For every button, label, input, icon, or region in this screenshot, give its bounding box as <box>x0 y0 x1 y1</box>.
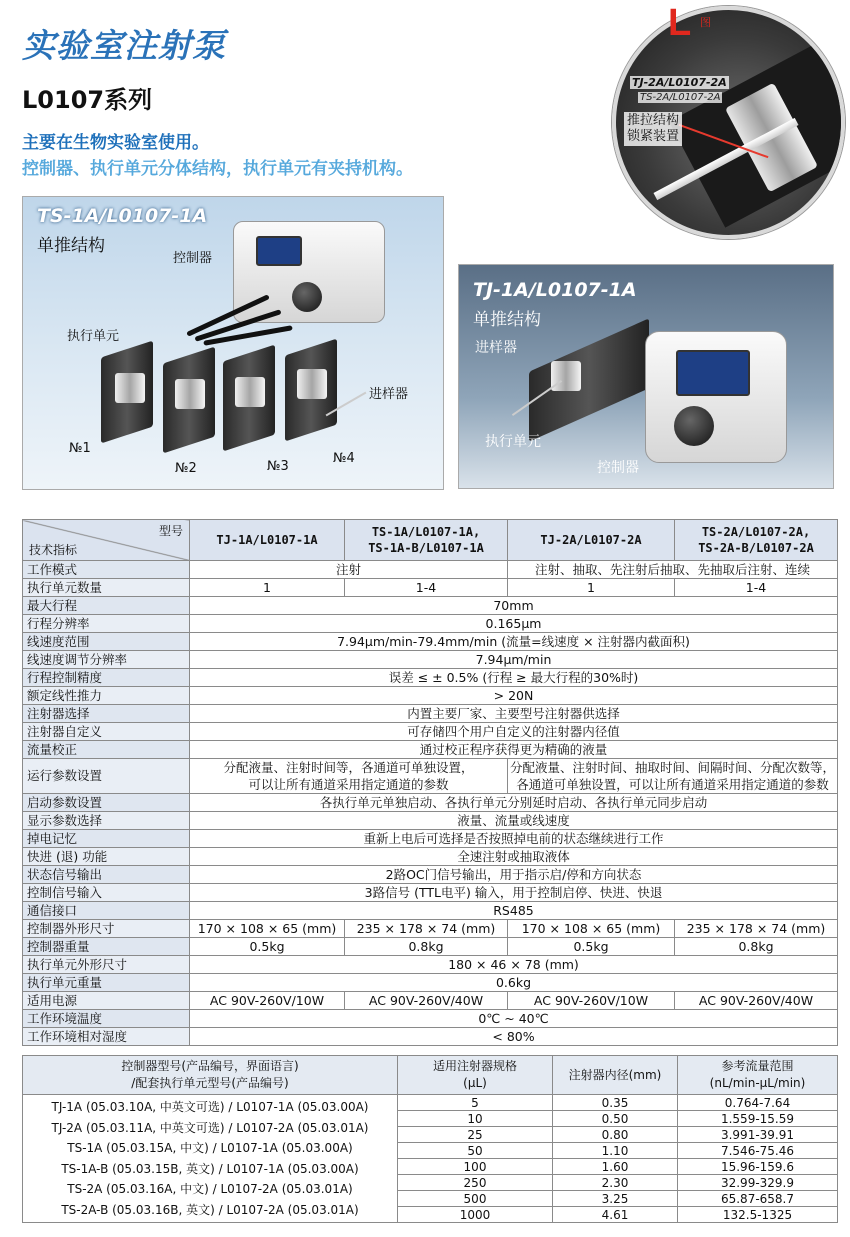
table-row <box>23 866 838 884</box>
corner-spec-label: 技术指标 <box>29 543 78 557</box>
table-row <box>23 669 838 687</box>
syringe-diameter: 0.50 <box>553 1111 678 1127</box>
label-no4: №4 <box>333 451 355 466</box>
table-row <box>23 794 838 812</box>
model-line: TS-1A (05.03.15A, 中文) / L0107-1A (05.03.00A) <box>67 1141 353 1155</box>
controller-screen <box>256 236 302 266</box>
spec-key: 线速度范围 <box>23 633 190 651</box>
spec-key: 执行单元数量 <box>23 579 190 597</box>
table-row <box>23 651 838 669</box>
model-line: TJ-2A (05.03.11A, 中英文可选) / L0107-2A (05.03.01A) <box>51 1120 369 1135</box>
spec-value: 全速注射或抽取液体 <box>190 848 838 866</box>
spec-value: 分配液量、注射时间、抽取时间、间隔时间、分配次数等， 各通道可单独设置，可以让所有通道采用指定通道的参数 <box>508 759 838 794</box>
spec-value: AC 90V-260V/40W <box>675 992 838 1010</box>
spec-value: 通过校正程序获得更为精确的液量 <box>190 741 838 759</box>
photo2-controller-label: 控制器 <box>597 460 639 476</box>
photo1-subtitle: 单推结构 <box>37 236 105 256</box>
syringe-diameter: 0.35 <box>553 1095 678 1111</box>
label-no3: №3 <box>267 459 289 474</box>
spec-value: 7.94μm/min <box>190 651 838 669</box>
spec-value: 180 × 46 × 78 (mm) <box>190 956 838 974</box>
syringe-size: 10 <box>398 1111 553 1127</box>
inset-model-b: TS-2A/L0107-2A <box>640 92 721 103</box>
syringe-size: 1000 <box>398 1207 553 1223</box>
table-row <box>23 974 838 992</box>
spec-key: 工作环境温度 <box>23 1010 190 1028</box>
photo2-title: TJ-1A/L0107-1A <box>473 279 637 301</box>
spec-value: RS485 <box>190 902 838 920</box>
syringe-diameter: 4.61 <box>553 1207 678 1223</box>
exec-unit <box>529 318 649 441</box>
table-row <box>23 830 838 848</box>
lead-text-1: 主要在生物实验室使用。 <box>22 133 209 153</box>
lead-text-2: 控制器、执行单元分体结构，执行单元有夹持机构。 <box>22 159 413 179</box>
flow-range: 7.546-75.46 <box>678 1143 838 1159</box>
inset-desc-1: 推拉结构 <box>627 113 680 128</box>
inset-description <box>624 112 682 146</box>
label-no1: №1 <box>69 441 91 456</box>
spec-value: 可存储四个用户自定义的注射器内径值 <box>190 723 838 741</box>
model-col-4: TS-2A/L0107-2A, TS-2A-B/L0107-2A <box>675 520 838 561</box>
spec-corner-cell <box>23 520 190 561</box>
model-line: TS-2A (05.03.16A, 中文) / L0107-2A (05.03.01A) <box>67 1182 353 1196</box>
spec-key: 控制器重量 <box>23 938 190 956</box>
spec-value: 各执行单元单独启动、各执行单元分别延时启动、各执行单元同步启动 <box>190 794 838 812</box>
spec-key: 行程分辨率 <box>23 615 190 633</box>
spec-value: 170 × 108 × 65 (mm) <box>190 920 345 938</box>
spec-value: 1 <box>508 579 675 597</box>
spec-value: 235 × 178 × 74 (mm) <box>675 920 838 938</box>
spec-key: 显示参数选择 <box>23 812 190 830</box>
flow-rate-table <box>22 1055 838 1223</box>
flow-header-size: 适用注射器规格 (μL) <box>398 1056 553 1095</box>
spec-value: 注射 <box>190 561 508 579</box>
syringe-size: 50 <box>398 1143 553 1159</box>
syringe-diameter: 3.25 <box>553 1191 678 1207</box>
flow-range: 65.87-658.7 <box>678 1191 838 1207</box>
model-col-2: TS-1A/L0107-1A, TS-1A-B/L0107-1A <box>345 520 508 561</box>
corner-model-label: 型号 <box>158 524 183 538</box>
spec-key: 状态信号输出 <box>23 866 190 884</box>
spec-value: 7.94μm/min-79.4mm/min (流量=线速度 × 注射器内截面积) <box>190 633 838 651</box>
label-no2: №2 <box>175 461 197 476</box>
controller-image <box>233 221 385 323</box>
spec-key: 通信接口 <box>23 902 190 920</box>
table-row <box>23 812 838 830</box>
page-title: 实验室注射泵 <box>22 26 226 65</box>
controller-knob <box>292 282 322 312</box>
cable <box>203 325 293 346</box>
flow-range: 3.991-39.91 <box>678 1127 838 1143</box>
clamp <box>175 379 205 409</box>
model-line: TS-2A-B (05.03.16B, 英文) / L0107-2A (05.03.01A) <box>61 1202 359 1217</box>
clamp <box>115 373 145 403</box>
table-row <box>23 938 838 956</box>
spec-value: 70mm <box>190 597 838 615</box>
photo1-controller-label: 控制器 <box>173 251 213 266</box>
table-row <box>23 1095 838 1111</box>
spec-key: 执行单元重量 <box>23 974 190 992</box>
spec-key: 掉电记忆 <box>23 830 190 848</box>
syringe-size: 100 <box>398 1159 553 1175</box>
spec-key: 工作环境相对湿度 <box>23 1028 190 1046</box>
flow-range: 132.5-1325 <box>678 1207 838 1223</box>
spec-value: 0.165μm <box>190 615 838 633</box>
spec-value: 注射、抽取、先注射后抽取、先抽取后注射、连续 <box>508 561 838 579</box>
spec-value: 0.5kg <box>190 938 345 956</box>
spec-key: 线速度调节分辨率 <box>23 651 190 669</box>
flow-range: 32.99-329.9 <box>678 1175 838 1191</box>
spec-key: 执行单元外形尺寸 <box>23 956 190 974</box>
table-row <box>23 992 838 1010</box>
spec-value: 1 <box>190 579 345 597</box>
spec-value: 0℃ ~ 40℃ <box>190 1010 838 1028</box>
table-row <box>23 687 838 705</box>
controller-image <box>645 331 787 463</box>
flow-range: 15.96-159.6 <box>678 1159 838 1175</box>
photo1-injector-label: 进样器 <box>369 387 409 402</box>
flow-header-model: 控制器型号(产品编号，界面语言) /配套执行单元型号(产品编号) <box>23 1056 398 1095</box>
spec-value: 235 × 178 × 74 (mm) <box>345 920 508 938</box>
flow-range: 0.764-7.64 <box>678 1095 838 1111</box>
table-row <box>23 1010 838 1028</box>
table-row <box>23 902 838 920</box>
spec-value: 液量、流量或线速度 <box>190 812 838 830</box>
spec-value: 1-4 <box>345 579 508 597</box>
table-row <box>23 848 838 866</box>
spec-key: 控制器外形尺寸 <box>23 920 190 938</box>
flow-range: 1.559-15.59 <box>678 1111 838 1127</box>
table-row <box>23 759 838 794</box>
spec-header-row <box>23 520 838 561</box>
spec-value: 内置主要厂家、主要型号注射器供选择 <box>190 705 838 723</box>
spec-value: < 80% <box>190 1028 838 1046</box>
spec-key: 最大行程 <box>23 597 190 615</box>
photo1-title: TS-1A/L0107-1A <box>37 205 208 227</box>
syringe-diameter: 2.30 <box>553 1175 678 1191</box>
syringe-diameter: 1.60 <box>553 1159 678 1175</box>
spec-value: 2路OC门信号输出，用于指示启/停和方向状态 <box>190 866 838 884</box>
syringe-size: 250 <box>398 1175 553 1191</box>
table-row <box>23 579 838 597</box>
table-row <box>23 597 838 615</box>
spec-key: 注射器自定义 <box>23 723 190 741</box>
spec-key: 工作模式 <box>23 561 190 579</box>
controller-screen <box>676 350 750 396</box>
syringe-size: 5 <box>398 1095 553 1111</box>
spec-key: 流量校正 <box>23 741 190 759</box>
photo-tj-1a <box>458 264 834 489</box>
spec-value: 分配液量、注射时间等，各通道可单独设置， 可以让所有通道采用指定通道的参数 <box>190 759 508 794</box>
spec-value: 0.5kg <box>508 938 675 956</box>
flow-header-range: 参考流量范围 (nL/min-μL/min) <box>678 1056 838 1095</box>
spec-table <box>22 519 838 1046</box>
spec-key: 控制信号输入 <box>23 884 190 902</box>
table-row <box>23 884 838 902</box>
spec-value: AC 90V-260V/10W <box>508 992 675 1010</box>
clamp <box>235 377 265 407</box>
controller-knob <box>674 406 714 446</box>
table-row <box>23 1028 838 1046</box>
spec-value: 0.8kg <box>675 938 838 956</box>
figure-letter: L <box>668 2 692 44</box>
table-row <box>23 615 838 633</box>
spec-value: 170 × 108 × 65 (mm) <box>508 920 675 938</box>
spec-key: 运行参数设置 <box>23 759 190 794</box>
spec-value: > 20N <box>190 687 838 705</box>
photo1-exec-label: 执行单元 <box>67 329 120 344</box>
series-name: L0107系列 <box>22 86 153 114</box>
spec-value: 重新上电后可选择是否按照掉电前的状态继续进行工作 <box>190 830 838 848</box>
model-col-1: TJ-1A/L0107-1A <box>190 520 345 561</box>
photo2-exec-label: 执行单元 <box>485 434 541 450</box>
table-row <box>23 723 838 741</box>
syringe-diameter: 0.80 <box>553 1127 678 1143</box>
spec-value: AC 90V-260V/40W <box>345 992 508 1010</box>
photo2-injector-label: 进样器 <box>475 340 517 356</box>
table-row <box>23 956 838 974</box>
flow-header-row <box>23 1056 838 1095</box>
spec-value: 1-4 <box>675 579 838 597</box>
spec-key: 快进 (退) 功能 <box>23 848 190 866</box>
spec-key: 启动参数设置 <box>23 794 190 812</box>
clamp <box>551 361 581 391</box>
spec-key: 额定线性推力 <box>23 687 190 705</box>
inset-desc-2: 锁紧装置 <box>627 129 680 144</box>
table-row <box>23 920 838 938</box>
spec-value: 0.8kg <box>345 938 508 956</box>
table-row <box>23 741 838 759</box>
inset-model-a: TJ-2A/L0107-2A <box>632 76 727 89</box>
detail-inset-photo <box>612 6 845 239</box>
clamp <box>297 369 327 399</box>
syringe-size: 500 <box>398 1191 553 1207</box>
model-line: TJ-1A (05.03.10A, 中英文可选) / L0107-1A (05.03.00A) <box>51 1100 369 1114</box>
syringe-size: 25 <box>398 1127 553 1143</box>
spec-value: AC 90V-260V/10W <box>190 992 345 1010</box>
syringe-diameter: 1.10 <box>553 1143 678 1159</box>
spec-key: 注射器选择 <box>23 705 190 723</box>
model-col-3: TJ-2A/L0107-2A <box>508 520 675 561</box>
figure-letter-caption: 图 <box>700 16 711 29</box>
table-row <box>23 561 838 579</box>
spec-value: 误差 ≤ ± 0.5% (行程 ≥ 最大行程的30%时) <box>190 669 838 687</box>
table-row <box>23 633 838 651</box>
spec-value: 0.6kg <box>190 974 838 992</box>
flow-model-list <box>23 1095 398 1223</box>
table-row <box>23 705 838 723</box>
photo2-subtitle: 单推结构 <box>473 310 541 330</box>
model-line: TS-1A-B (05.03.15B, 英文) / L0107-1A (05.03.00A) <box>61 1161 359 1176</box>
flow-header-diameter: 注射器内径(mm) <box>553 1056 678 1095</box>
spec-key: 行程控制精度 <box>23 669 190 687</box>
spec-value: 3路信号 (TTL电平) 输入，用于控制启停、快进、快退 <box>190 884 838 902</box>
photo-ts-1a <box>22 196 444 490</box>
spec-key: 适用电源 <box>23 992 190 1010</box>
